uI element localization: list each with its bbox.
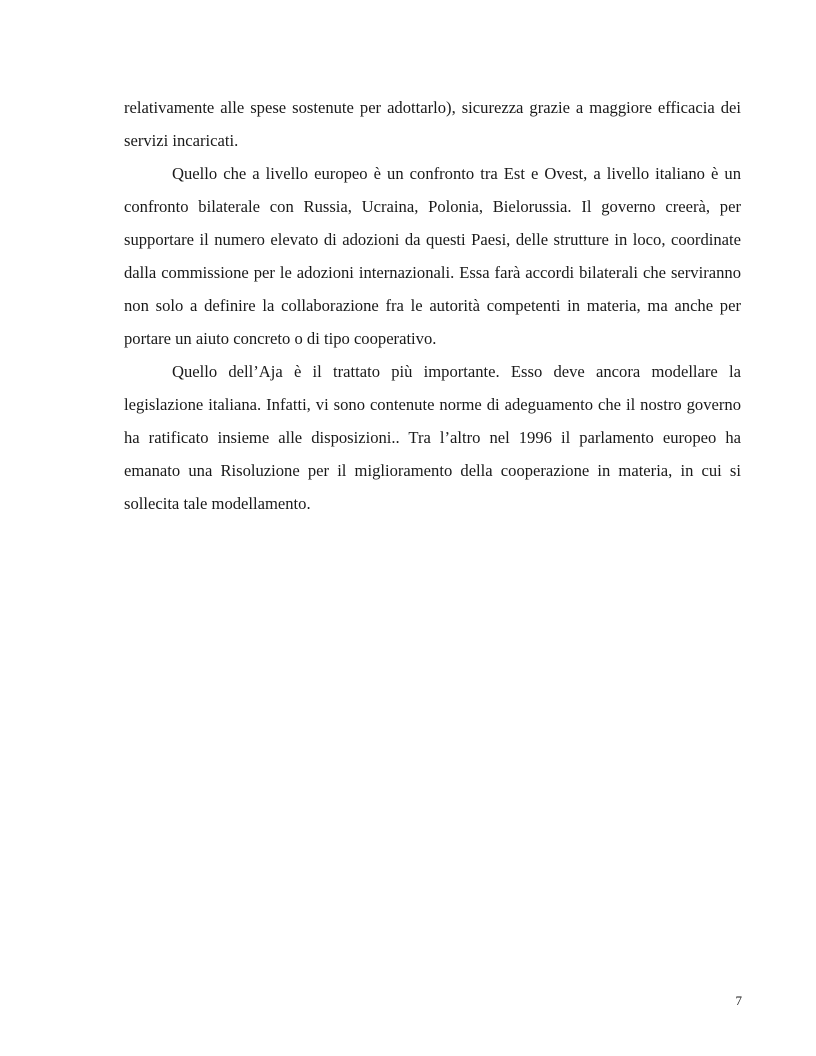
page-number: 7 — [735, 993, 742, 1008]
paragraph-east-west-comparison: Quello che a livello europeo è un confronto tra Est e Ovest, a livello italiano è un confronto bilaterale con Russia, Ucraina, Polonia, Bielorussia. Il governo creerà, per supportare il numero elevato di adozioni da questi Paesi, delle strutture in loco, coordinate dalla commissione per le adozioni internazionali. Essa farà accordi bilaterali che serviranno non solo a definire la collaborazione fra le autorità competenti in materia, ma anche per portare un aiuto concreto o di tipo cooperativo. — [124, 164, 741, 348]
paragraph-hague-treaty: Quello dell’Aja è il trattato più importante. Esso deve ancora modellare la legislazione italiana. Infatti, vi sono contenute norme di adeguamento che il nostro governo ha ratificato insieme alle disposizioni.. Tra l’altro nel 1996 il parlamento europeo ha emanato una Risoluzione per il miglioramento della cooperazione in materia, in cui si sollecita tale modellamento. — [124, 362, 741, 513]
body-text — [124, 91, 741, 520]
paragraph-continuation: relativamente alle spese sostenute per adottarlo), sicurezza grazie a maggiore efficacia dei servizi incaricati. — [124, 98, 741, 150]
